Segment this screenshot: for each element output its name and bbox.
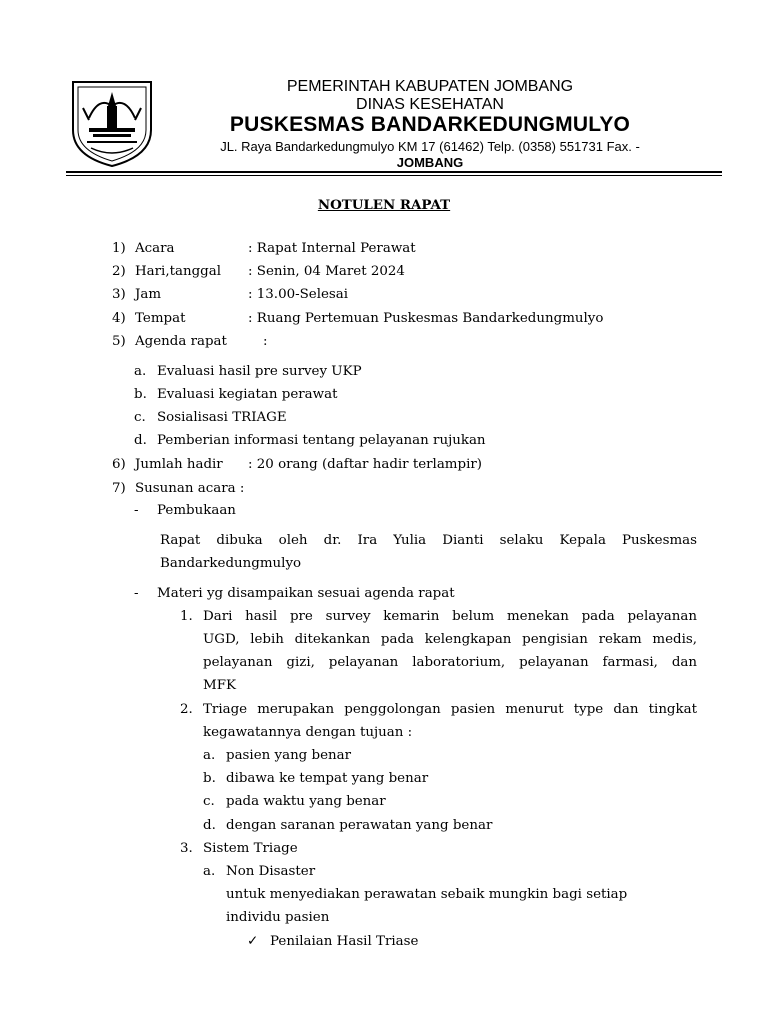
agenda-marker: a.: [134, 364, 147, 379]
info-value: : 13.00-Selesai: [248, 287, 349, 302]
sub-item: dengan saranan perawatan yang benar: [226, 818, 493, 833]
dash-marker: -: [134, 503, 139, 518]
info-label: Jumlah hadir: [135, 457, 223, 472]
paragraph-line: untuk menyediakan perawatan sebaik mungkin bagi setiap: [226, 887, 628, 902]
checklist-item: Penilaian Hasil Triase: [270, 934, 419, 949]
sub-marker: a.: [203, 748, 216, 763]
agenda-item: Evaluasi hasil pre survey UKP: [157, 364, 362, 379]
sub-marker: a.: [203, 864, 216, 879]
sub-item: Non Disaster: [226, 864, 316, 879]
list-number: 2.: [180, 702, 193, 717]
info-value: : Senin, 04 Maret 2024: [248, 264, 405, 279]
document-title: NOTULEN RAPAT: [317, 197, 451, 213]
info-label: Acara: [135, 241, 175, 256]
info-label: Hari,tanggal: [135, 264, 221, 279]
info-value: : 20 orang (daftar hadir terlampir): [248, 457, 482, 472]
section-label: Materi yg disampaikan sesuai agenda rapat: [157, 586, 455, 601]
agenda-item: Pemberian informasi tentang pelayanan rujukan: [157, 433, 486, 448]
agenda-marker: d.: [134, 433, 147, 448]
info-number: 3): [112, 287, 126, 302]
paragraph-line: MFK: [203, 678, 237, 693]
sub-item: pada waktu yang benar: [226, 794, 386, 809]
info-number: 5): [112, 334, 126, 349]
sub-marker: b.: [203, 771, 216, 786]
info-number: 6): [112, 457, 126, 472]
puskesmas-emblem-logo: [69, 78, 155, 168]
paragraph-line: individu pasien: [226, 910, 330, 925]
info-number: 1): [112, 241, 126, 256]
paragraph-line: Rapat dibuka oleh dr. Ira Yulia Dianti selaku Kepala Puskesmas: [160, 533, 697, 548]
header-department-line: DINAS KESEHATAN: [356, 96, 504, 113]
paragraph-line: pelayanan gizi, pelayanan laboratorium, pelayanan farmasi, dan: [203, 655, 697, 670]
agenda-marker: b.: [134, 387, 147, 402]
sub-marker: d.: [203, 818, 216, 833]
list-number: 3.: [180, 841, 193, 856]
info-value: : Rapat Internal Perawat: [248, 241, 416, 256]
section-label: Sistem Triage: [203, 841, 298, 856]
header-institution-name: PUSKESMAS BANDARKEDUNGMULYO: [229, 113, 631, 136]
info-number: 7): [112, 481, 126, 496]
header-divider-thin: [66, 175, 722, 176]
info-number: 4): [112, 311, 126, 326]
header-divider-thick: [66, 171, 722, 173]
info-label: Tempat: [135, 311, 186, 326]
agenda-item: Sosialisasi TRIAGE: [157, 410, 287, 425]
paragraph-line: kegawatannya dengan tujuan :: [203, 725, 413, 740]
info-value: :: [263, 334, 268, 349]
info-number: 2): [112, 264, 126, 279]
header-government-line: PEMERINTAH KABUPATEN JOMBANG: [286, 78, 574, 95]
sub-item: pasien yang benar: [226, 748, 352, 763]
checkmark-icon: ✓: [247, 934, 259, 949]
header-address: JL. Raya Bandarkedungmulyo KM 17 (61462) Telp. (0358) 551731 Fax. -: [220, 139, 640, 154]
paragraph-line: Bandarkedungmulyo: [160, 556, 302, 571]
dash-marker: -: [134, 586, 139, 601]
header-city: JOMBANG: [396, 155, 464, 170]
paragraph-line: Triage merupakan penggolongan pasien menurut type dan tingkat: [203, 702, 697, 717]
info-label: Agenda rapat: [135, 334, 227, 349]
agenda-marker: c.: [134, 410, 146, 425]
sub-item: dibawa ke tempat yang benar: [226, 771, 429, 786]
info-label: Susunan acara :: [135, 481, 245, 496]
paragraph-line: UGD, lebih ditekankan pada kelengkapan pengisian rekam medis,: [203, 632, 697, 647]
agenda-item: Evaluasi kegiatan perawat: [157, 387, 338, 402]
paragraph-line: Dari hasil pre survey kemarin belum menekan pada pelayanan: [203, 609, 697, 624]
sub-marker: c.: [203, 794, 215, 809]
info-label: Jam: [135, 287, 162, 302]
list-number: 1.: [180, 609, 193, 624]
info-value: : Ruang Pertemuan Puskesmas Bandarkedungmulyo: [248, 311, 604, 326]
section-label: Pembukaan: [157, 503, 236, 518]
